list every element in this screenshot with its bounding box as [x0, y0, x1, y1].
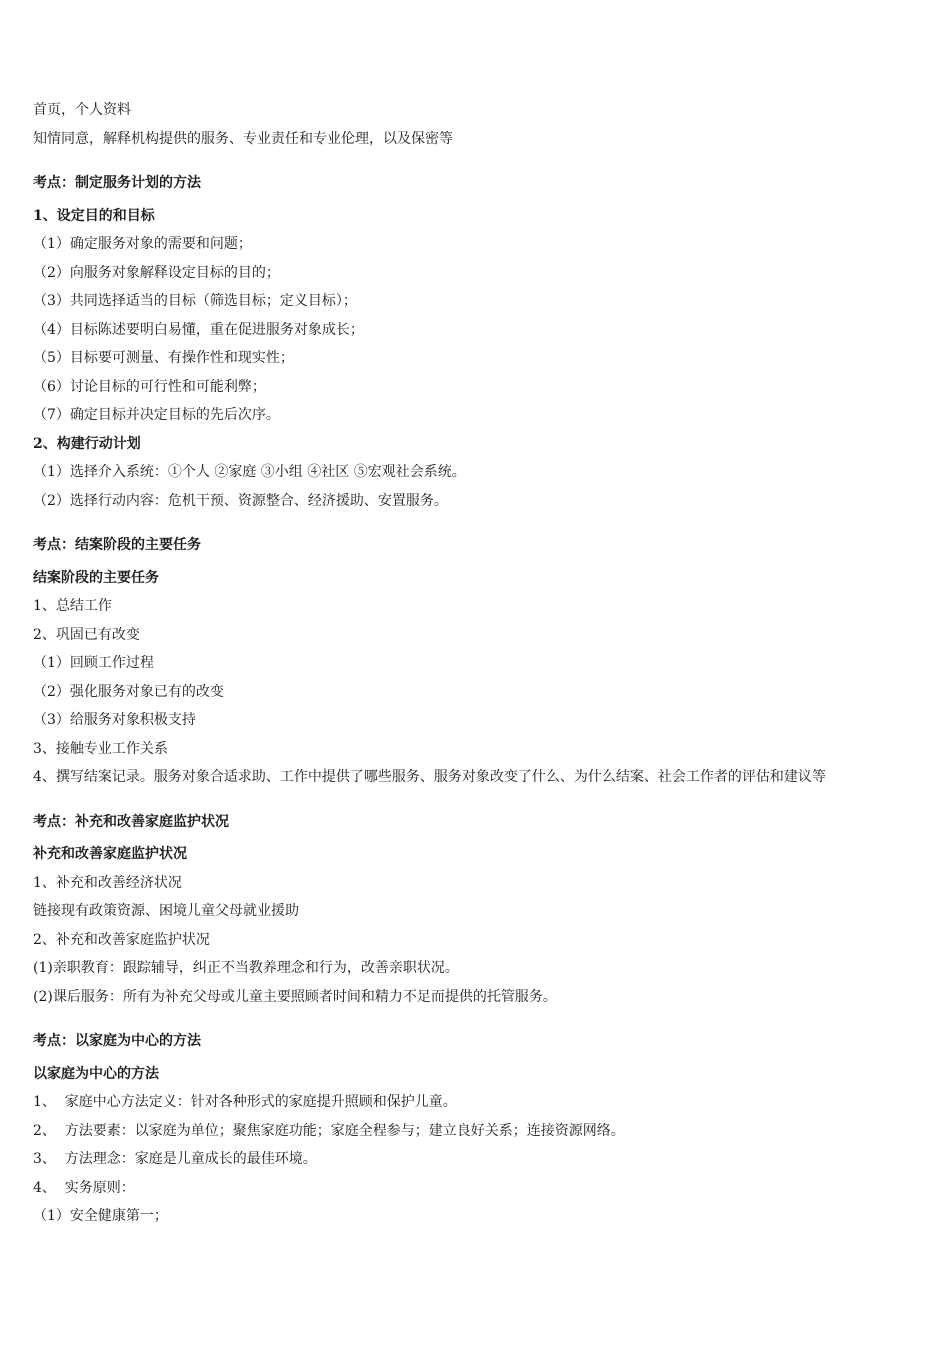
list-item: （4）目标陈述要明白易懂，重在促进服务对象成长； [33, 321, 364, 338]
list-item: 1、 家庭中心方法定义：针对各种形式的家庭提升照顾和保护儿童。 [33, 1094, 457, 1110]
list-item: 链接现有政策资源、困境儿童父母就业援助 [33, 903, 299, 919]
topic-heading: 考点：补充和改善家庭监护状况 [33, 813, 229, 830]
section-family-centered [33, 1027, 917, 1231]
subheading: 补充和改善家庭监护状况 [33, 846, 187, 862]
list-item: （2）向服务对象解释设定目标的目的； [33, 264, 280, 281]
list-item: （1）选择介入系统：①个人 ②家庭 ③小组 ④社区 ⑤宏观社会系统。 [33, 464, 466, 480]
list-item: (2)课后服务：所有为补充父母或儿童主要照顾者时间和精力不足而提供的托管服务。 [33, 988, 557, 1005]
subheading: 结案阶段的主要任务 [33, 569, 159, 586]
document-body [33, 96, 917, 1231]
list-item: （2）选择行动内容：危机干预、资源整合、经济援助、安置服务。 [33, 492, 448, 509]
list-item: （1）确定服务对象的需要和问题； [33, 236, 252, 252]
list-item: 4、撰写结案记录。服务对象合适求助、工作中提供了哪些服务、服务对象改变了什么、为什么结案、社会工作者的评估和建议等 [33, 769, 826, 785]
section-family-guardianship [33, 808, 917, 1012]
list-item: 1、总结工作 [33, 598, 112, 614]
list-item: （3）共同选择适当的目标（筛选目标；定义目标）； [33, 293, 357, 309]
list-item: （7）确定目标并决定目标的先后次序。 [33, 407, 280, 423]
list-item: （1）安全健康第一； [33, 1208, 168, 1224]
list-item: （6）讨论目标的可行性和可能利弊； [33, 378, 266, 395]
intro-line: 知情同意，解释机构提供的服务、专业责任和专业伦理，以及保密等 [33, 130, 453, 147]
section-service-plan [33, 169, 917, 515]
list-item: 3、 方法理念：家庭是儿童成长的最佳环境。 [33, 1151, 317, 1167]
list-item: 2、补充和改善家庭监护状况 [33, 931, 210, 948]
list-item: 2、 方法要素：以家庭为单位；聚焦家庭功能；家庭全程参与；建立良好关系；连接资源网络。 [33, 1122, 625, 1139]
list-item: 2、巩固已有改变 [33, 626, 140, 643]
subheading: 以家庭为中心的方法 [33, 1065, 159, 1082]
list-item: （1）回顾工作过程 [33, 655, 154, 671]
list-item: (1)亲职教育：跟踪辅导，纠正不当教养理念和行为，改善亲职状况。 [33, 960, 459, 976]
list-item: （3）给服务对象积极支持 [33, 712, 196, 728]
topic-heading: 考点：制定服务计划的方法 [33, 175, 201, 191]
list-item: （2）强化服务对象已有的改变 [33, 683, 224, 700]
topic-heading: 考点：结案阶段的主要任务 [33, 537, 201, 553]
list-item: （5）目标要可测量、有操作性和现实性； [33, 350, 294, 366]
list-item: 4、 实务原则： [33, 1179, 135, 1196]
list-item: 3、接触专业工作关系 [33, 740, 168, 757]
subheading: 1、设定目的和目标 [33, 207, 155, 224]
topic-heading: 考点：以家庭为中心的方法 [33, 1033, 201, 1049]
intro-line: 首页，个人资料 [33, 102, 131, 118]
section-closing-stage [33, 531, 917, 792]
subheading: 2、构建行动计划 [33, 435, 141, 452]
list-item: 1、补充和改善经济状况 [33, 874, 182, 891]
